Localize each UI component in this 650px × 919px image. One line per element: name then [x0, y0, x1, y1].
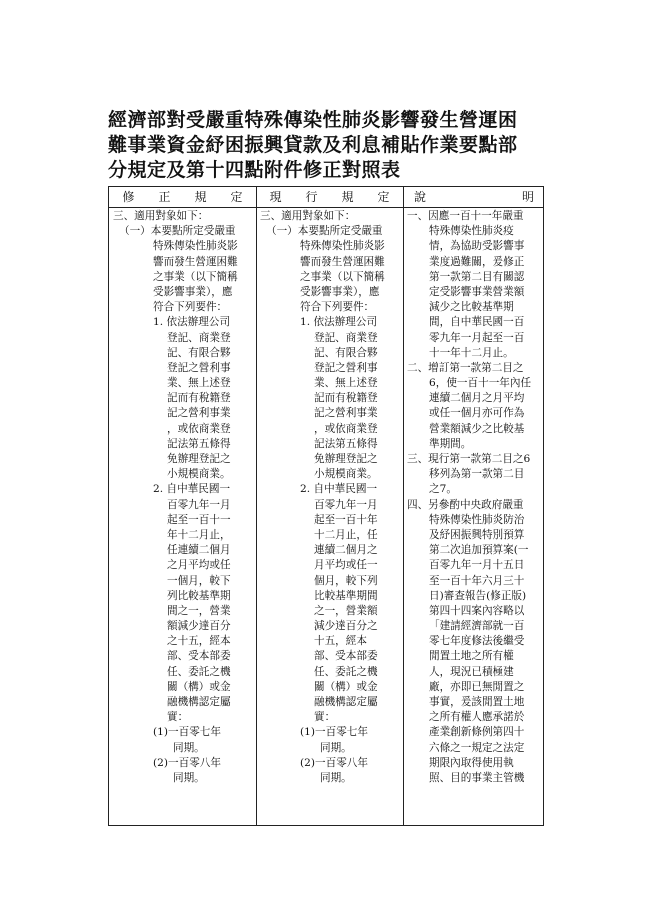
text-line: 之事業（以下簡稱: [153, 270, 238, 283]
text-line: 之7。: [429, 483, 457, 496]
text-line: 準期間。: [429, 437, 472, 450]
text-line: 閒置土地之所有權: [429, 650, 514, 663]
text-line: 零七年度修法後繼受: [429, 635, 525, 648]
sub-item-heading: 2. 自中華民國一: [153, 483, 231, 496]
text-line: 之所有權人應承諾於: [429, 711, 525, 724]
text-line: 特殊傳染性肺炎影: [300, 240, 385, 253]
text-line: 特殊傳染性肺炎疫: [429, 225, 514, 238]
text-line: 融機構認定屬: [314, 696, 378, 708]
header-divider: [109, 207, 543, 208]
header-current: 現 行 規 定: [269, 190, 390, 204]
text-line: 個月，較下列: [314, 574, 378, 587]
explanation-point: 一、因應一百十一年嚴重: [407, 210, 524, 222]
text-line: 符合下列要件：: [300, 301, 375, 314]
text-line: 百零九年一月: [314, 498, 378, 511]
explanation-point: 二、增訂第一款第二目之: [407, 361, 524, 374]
text-line: 十五，經本: [314, 635, 367, 648]
column-divider: [256, 187, 257, 825]
text-line: 營業額減少之比較基: [429, 422, 525, 435]
text-line: 響而發生營運困難: [153, 255, 238, 268]
text-line: 小規模商業。: [314, 468, 378, 481]
text-line: 實：: [167, 711, 189, 724]
text-line: 移列為第一款第二目: [429, 468, 525, 481]
text-line: 免辦理登記之: [167, 453, 231, 465]
text-line: 之事業（以下簡稱: [300, 270, 385, 283]
sub-item-heading: 1. 依法辦理公司: [300, 316, 378, 329]
text-line: 一個月，較下: [167, 574, 231, 587]
text-line: 人，現況已積極建: [429, 665, 514, 678]
text-line: 之月平均或任: [167, 559, 231, 572]
text-line: 零九年一月起至一百: [429, 331, 525, 344]
text-line: 融機構認定屬: [167, 696, 231, 708]
text-line: 登記、商業登: [314, 331, 378, 344]
text-line: 列比較基準期: [167, 589, 231, 602]
text-line: 或任一個月亦可作為: [429, 407, 525, 420]
text-line: 受影響事業），應: [300, 285, 380, 298]
section-heading: 三、適用對象如下：: [113, 210, 209, 222]
text-line: 業、無上述登: [314, 377, 378, 390]
text-line: 特殊傳染性肺炎防治: [429, 513, 525, 526]
text-line: 期限內取得使用執: [429, 756, 514, 769]
text-line: 起至一百十年: [314, 513, 378, 526]
document-title: [108, 108, 568, 183]
text-line: 業度過難關，爰修正: [429, 255, 525, 268]
text-line: 記法第五條得: [314, 437, 378, 450]
title-line: 分規定及第十四點附件修正對照表: [108, 159, 401, 181]
text-line: 登記、商業登: [167, 331, 231, 344]
text-line: 第二次追加預算案(一: [429, 544, 529, 557]
text-line: 小規模商業。: [167, 468, 231, 481]
text-line: 十二月止，任: [314, 528, 378, 541]
text-line: 間之一，營業: [167, 604, 231, 617]
option-item: (1)一百零七年: [300, 726, 368, 739]
text-line: 同期。: [173, 771, 205, 784]
text-line: 第四十四案內容略以: [429, 604, 525, 617]
section-heading: 三、適用對象如下：: [260, 210, 356, 222]
text-line: 關（構）或金: [314, 680, 378, 693]
text-line: 產業創新條例第四十: [429, 726, 525, 739]
text-line: 百零九年一月十五日: [429, 559, 525, 572]
text-line: 同期。: [320, 771, 352, 784]
text-line: 照、目的事業主管機: [429, 771, 525, 784]
option-item: (2)一百零八年: [300, 756, 368, 769]
option-item: (2)一百零八年: [153, 756, 221, 769]
text-line: ，或依商業登: [167, 422, 231, 435]
text-line: 百零九年一月: [167, 498, 231, 511]
text-line: 月平均或任一: [314, 559, 378, 572]
option-item: (1)一百零七年: [153, 726, 221, 739]
text-line: 至一百十年六月三十: [429, 574, 525, 587]
text-line: 響而發生營運困難: [300, 255, 385, 268]
text-line: 連續二個月之: [314, 544, 378, 557]
sub-item-heading: 2. 自中華民國一: [300, 483, 378, 496]
text-line: 連續二個月之月平均: [429, 392, 525, 405]
text-line: 任、委託之機: [167, 665, 231, 678]
text-line: 六條之一規定之法定: [429, 741, 525, 754]
text-line: 減少達百分之: [314, 620, 378, 633]
text-line: 實：: [314, 711, 336, 724]
item-heading: （一）本要點所定受嚴重: [119, 225, 236, 238]
text-line: 間，自中華民國一百: [429, 316, 525, 329]
text-line: 事實，爰該閒置土地: [429, 696, 525, 708]
item-heading: （一）本要點所定受嚴重: [266, 225, 383, 238]
text-line: 任連續二個月: [167, 544, 231, 557]
text-line: 「建請經濟部就一百: [429, 620, 525, 633]
text-line: 記、有限合夥: [314, 346, 378, 359]
text-line: 任、委託之機: [314, 665, 378, 678]
explanation-point: 四、另參酌中央政府嚴重: [407, 498, 524, 511]
text-line: 十一年十二月止。: [429, 346, 514, 359]
text-line: 日)審查報告(修正版): [429, 589, 527, 602]
explanation-column: [407, 209, 543, 786]
text-line: 及紓困振興特別預算: [429, 528, 525, 541]
text-line: 部、受本部委: [167, 650, 231, 663]
sub-item-heading: 1. 依法辦理公司: [153, 316, 231, 329]
text-line: 登記之營利事: [314, 361, 378, 374]
header-amended: 修 正 規 定: [122, 190, 243, 204]
text-line: 記、有限合夥: [167, 346, 231, 359]
text-line: 特殊傳染性肺炎影: [153, 240, 238, 253]
text-line: 關（構）或金: [167, 680, 231, 693]
text-line: 符合下列要件：: [153, 301, 228, 314]
text-line: 情，為協助受影響事: [429, 240, 525, 253]
text-line: 部、受本部委: [314, 650, 378, 663]
text-line: 同期。: [320, 741, 352, 754]
title-line: 難事業資金紓困振興貸款及利息補貼作業要點部: [108, 134, 518, 156]
text-line: 記而有稅籍登: [314, 392, 378, 405]
text-line: 額減少達百分: [167, 620, 231, 633]
text-line: 起至一百十一: [167, 513, 231, 526]
text-line: 年十二月止，: [167, 528, 231, 541]
text-line: 記而有稅籍登: [167, 392, 231, 405]
text-line: 廠，亦即已無閒置之: [429, 680, 525, 693]
text-line: ，或依商業登: [314, 422, 378, 435]
text-line: 定受影響事業營業額: [429, 285, 525, 298]
text-line: 比較基準期間: [314, 589, 378, 602]
current-column: [260, 209, 400, 786]
title-line: 經濟部對受嚴重特殊傳染性肺炎影響發生營運困: [108, 109, 518, 131]
text-line: 記之營利事業: [167, 407, 231, 420]
text-line: 記之營利事業: [314, 407, 378, 420]
text-line: 登記之營利事: [167, 361, 231, 374]
text-line: 記法第五條得: [167, 437, 231, 450]
text-line: 業、無上述登: [167, 377, 231, 390]
text-line: 減少之比較基準期: [429, 301, 514, 314]
header-explanation: 說 明: [413, 190, 534, 204]
column-divider: [403, 187, 404, 825]
text-line: 第一款第二目有關認: [429, 270, 525, 283]
text-line: 6，使一百十一年內任: [429, 377, 532, 390]
text-line: 免辦理登記之: [314, 453, 378, 465]
explanation-point: 三、現行第一款第二目之6: [407, 453, 531, 465]
amended-column: [113, 209, 253, 786]
text-line: 之十五，經本: [167, 635, 231, 648]
text-line: 同期。: [173, 741, 205, 754]
comparison-table: [108, 186, 544, 826]
text-line: 受影響事業），應: [153, 285, 233, 298]
text-line: 之一，營業額: [314, 604, 378, 617]
